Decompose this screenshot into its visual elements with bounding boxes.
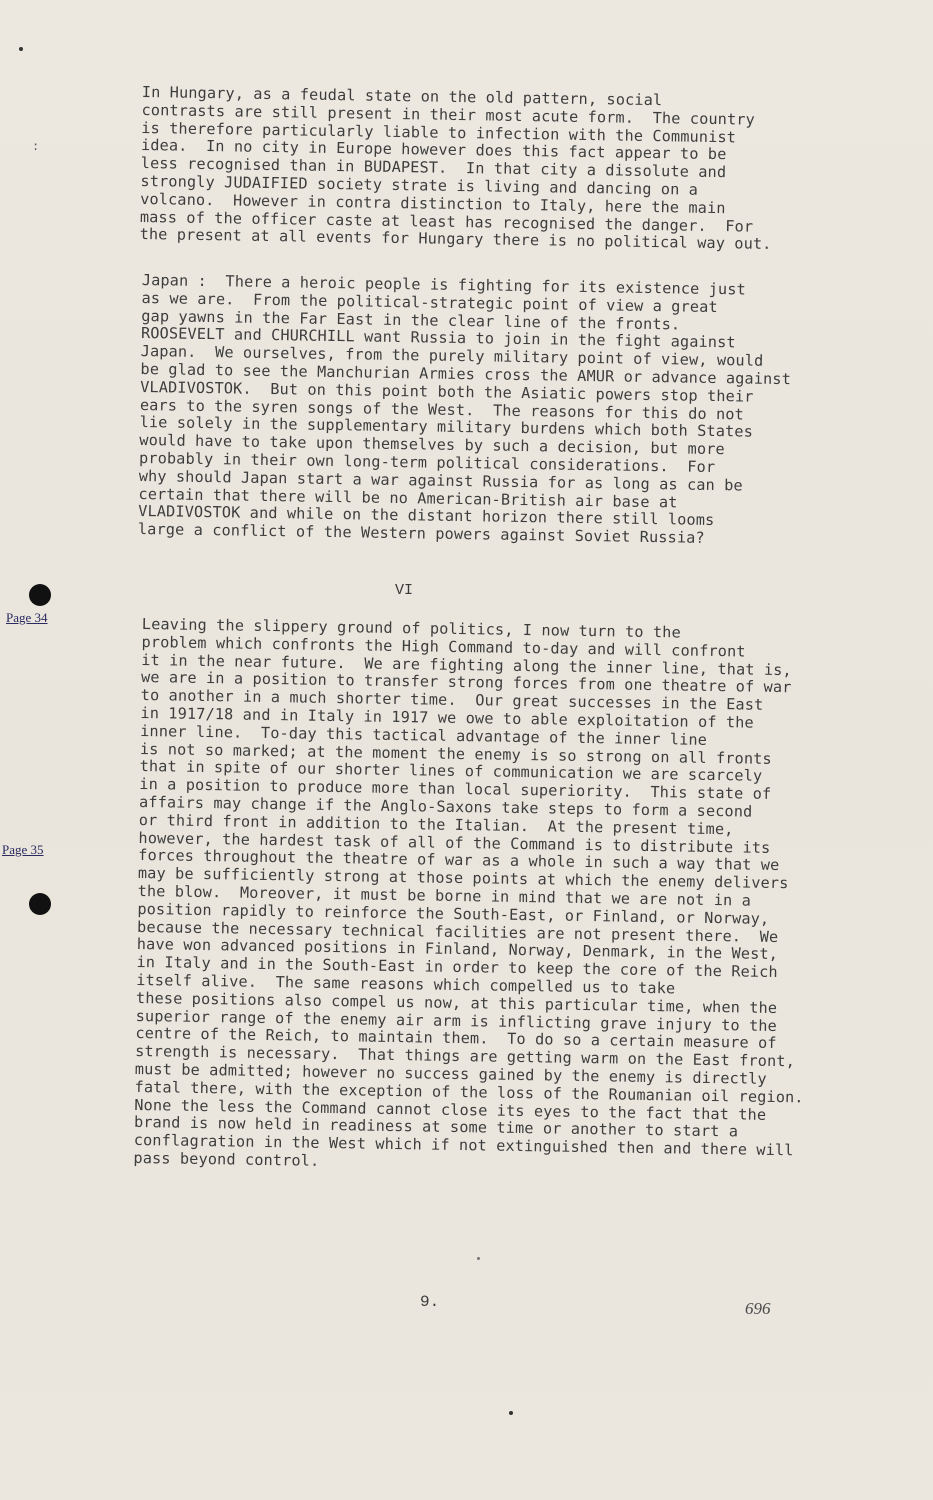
speck [19,47,23,51]
archive-number: 696 [745,1299,771,1318]
margin-note-page-34: Page 34 [6,610,48,625]
punch-hole [29,893,51,915]
margin-note-page-35: Page 35 [2,842,44,857]
paragraph-section-vi: Leaving the slippery ground of politics, I now turn to the problem which confronts the High Command to-day and will confront it in the near future. We are fighting along the inner line, that is, we are in a position to transfer strong forces from one theatre of war to another in a much shorter time. Our great successes in the East in 1917/18 and in Italy in 1917 we owe to able exploitation of the inner line. To-day this tactical advantage of the inner line is not so marked; at the moment the enemy is so strong on all fronts that in spite of our shorter lines of communication we are scarcely in a position to produce more than local superiority. This state of affairs may change if the Anglo-Saxons take steps to form a second or third front in addition to the Italian. At the present time, however, the hardest task of all of the Command is to distribute its forces throughout the theatre of war as a whole in such a way that we may be sufficiently strong at those points at which the enemy delivers the blow. Moreover, it must be borne in mind that we are not in a position rapidly to reinforce the South-East, or Finland, or Norway, because the necessary technical facilities are not present there. We have won advanced positions in Finland, Norway, Denmark, in the West, in Italy and in the South-East in order to keep the core of the Reich itself alive. The same reasons which compelled us to take these positions also compel us now, at this particular time, when the superior range of the enemy air arm is inflicting grave injury to the centre of the Reich, to maintain them. To do so a certain measure of strength is necessary. That things are getting warm on the East front, must be admitted; however no success gained by the enemy is directly fatal there, with the exception of the loss of the Roumanian oil region. None the less the Command cannot close its eyes to the fact that the brand is now held in readiness at some time or another to start a conflagration in the West which if not extinguished then and there will pass beyond control. [133,615,804,1170]
punch-hole [29,584,51,606]
paragraph-hungary: In Hungary, as a feudal state on the old pattern, social contrasts are still present in their most acute form. The country is therefore particularly liable to infection with the Communist idea. In no city in Europe however does this fact appear to be less recognised than in BUDAPEST. In that city a dissolute and strongly JUDAIFIED society strate is living and dancing on a volcano. However in contra distinction to Italy, here the main mass of the officer caste at least has recognised the danger. For the present at all events for Hungary there is no political way out. [139,83,772,254]
speck [509,1411,513,1415]
page-number: 9. [420,1293,440,1311]
margin-mark: : [32,140,40,154]
speck [477,1257,480,1260]
section-heading: VI [395,582,414,599]
paragraph-japan: Japan : There a heroic people is fighting for its existence just as we are. From the political-strategic point of view a great gap yawns in the Far East in the clear line of the fronts. ROOSEVELT and CHURCHILL want Russia to join in the fight against Japan. We ourselves, from the purely military point of view, would be glad to see the Manchurian Armies cross the AMUR or advance against VLADIVOSTOK. But on this point both the Asiatic powers stop their ears to the syren songs of the West. The reasons for this do not lie solely in the supplementary military burdens which both States would have to take upon themselves by such a decision, but more probably in their own long-term political considerations. For why should Japan start a war against Russia for as long as can be certain that there will be no American-British air base at VLADIVOSTOK and while on the distant horizon there still looms large a conflict of the Western powers against Soviet Russia? [137,271,792,548]
